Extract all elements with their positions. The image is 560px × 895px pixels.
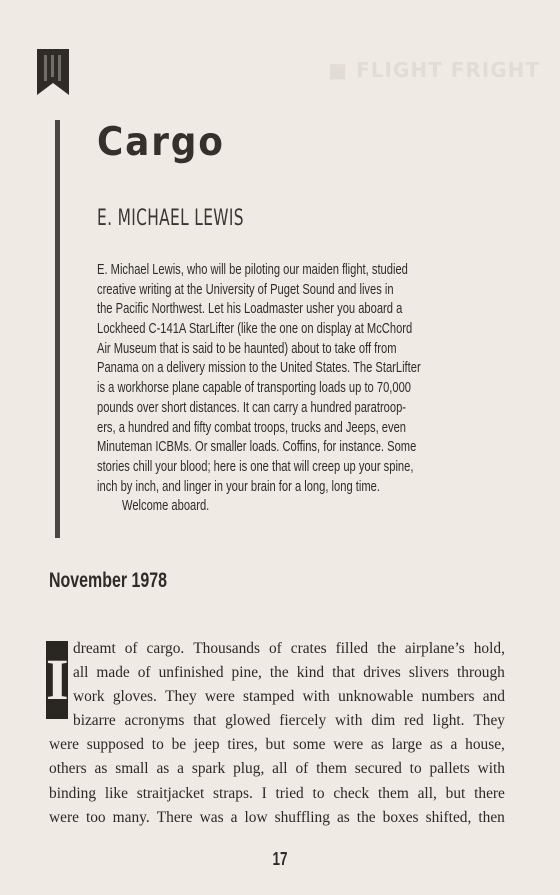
intro-line: ers, a hundred and fifty combat troops, trucks and Jeeps, even bbox=[97, 418, 407, 436]
body-word: there bbox=[474, 784, 505, 802]
body-word: with bbox=[335, 712, 363, 730]
intro-line: Minuteman ICBMs. Or smaller loads. Coffins, for instance. Some bbox=[97, 438, 417, 456]
body-word: check bbox=[333, 784, 370, 802]
body-word: as bbox=[370, 736, 384, 754]
body-word: made bbox=[96, 664, 130, 682]
body-word: glowed bbox=[225, 712, 271, 730]
body-word: some bbox=[292, 736, 326, 754]
body-word: large bbox=[391, 736, 423, 754]
body-line bbox=[49, 637, 505, 661]
body-line bbox=[49, 661, 505, 685]
body-word: a bbox=[230, 808, 238, 826]
body-word: and bbox=[482, 688, 505, 706]
body-word: boxes bbox=[382, 808, 419, 826]
body-word: dreamt bbox=[73, 640, 116, 657]
body-line bbox=[49, 685, 505, 709]
body-word: airplane’s bbox=[404, 640, 465, 657]
body-word: a bbox=[450, 736, 458, 754]
body-word: They bbox=[473, 712, 505, 730]
body-line bbox=[49, 782, 505, 806]
body-word: numbers bbox=[421, 688, 475, 706]
body-word: were bbox=[333, 736, 364, 754]
body-word: shuffling bbox=[274, 808, 330, 826]
body-word: then bbox=[478, 808, 505, 826]
body-word: the bbox=[269, 664, 289, 682]
intro-line: Lockheed C-141A StarLifter (like the one on display at McChord bbox=[97, 320, 413, 338]
body-word: pallets bbox=[429, 760, 470, 778]
body-word: jeep bbox=[193, 736, 220, 754]
body-word: of bbox=[137, 664, 151, 682]
intro-line: is a workhorse plane capable of transporting loads up to 70,000 bbox=[97, 379, 412, 397]
section-heading: November 1978 bbox=[49, 569, 168, 592]
body-word: hold, bbox=[473, 640, 505, 657]
story-author: E. MICHAEL LEWIS bbox=[97, 206, 244, 231]
body-word: slivers bbox=[408, 664, 449, 682]
body-word: shifted, bbox=[425, 808, 472, 826]
body-word: were bbox=[49, 808, 79, 826]
body-word: low bbox=[244, 808, 268, 826]
body-word: stamped bbox=[243, 688, 295, 706]
story-title: Cargo bbox=[97, 120, 225, 165]
body-word: was bbox=[199, 808, 224, 826]
body-word: the bbox=[356, 808, 376, 826]
body-word: with bbox=[477, 760, 505, 778]
body-word: of bbox=[268, 640, 282, 657]
intro-line: creative writing at the University of Puget Sound and lives in bbox=[97, 280, 394, 298]
body-line bbox=[49, 806, 505, 830]
body-word: with bbox=[302, 688, 330, 706]
body-word: tried bbox=[275, 784, 304, 802]
body-word: binding bbox=[49, 784, 97, 802]
body-word: crates bbox=[290, 640, 327, 657]
body-word: They bbox=[165, 688, 197, 706]
body-word: but bbox=[265, 736, 286, 754]
body-word: all, bbox=[417, 784, 437, 802]
page-number: 17 bbox=[272, 849, 288, 869]
intro-line: pounds over short distances. It can carry a hundred paratroop- bbox=[97, 398, 407, 416]
body-line bbox=[49, 757, 505, 781]
body-word: many. bbox=[112, 808, 150, 826]
intro-line: Air Museum that is said to be haunted) about to take off from bbox=[97, 339, 397, 357]
body-word: all bbox=[272, 760, 288, 778]
body-word: pine, bbox=[231, 664, 262, 682]
body-word: a bbox=[177, 760, 184, 778]
body-word: through bbox=[457, 664, 505, 682]
story-body bbox=[49, 637, 505, 830]
body-word: tires, bbox=[227, 736, 258, 754]
body-word: as bbox=[429, 736, 443, 754]
body-word: dim bbox=[371, 712, 396, 730]
body-word: were bbox=[49, 736, 79, 754]
body-word: house, bbox=[465, 736, 505, 754]
body-word: them bbox=[378, 784, 409, 802]
body-word: like bbox=[104, 784, 128, 802]
body-word: the bbox=[377, 640, 396, 657]
body-word: work bbox=[73, 688, 105, 706]
body-word: secured bbox=[354, 760, 402, 778]
body-word: to bbox=[312, 784, 325, 802]
body-line bbox=[49, 709, 505, 733]
body-word: as bbox=[156, 760, 170, 778]
intro-line: the Pacific Northwest. Let his Loadmaster usher you aboard a bbox=[97, 300, 403, 318]
body-word: fiercely bbox=[279, 712, 327, 730]
intro-accent-bar bbox=[55, 120, 60, 538]
body-word: drives bbox=[363, 664, 401, 682]
body-word: to bbox=[151, 736, 164, 754]
body-word: too bbox=[85, 808, 106, 826]
body-word: be bbox=[171, 736, 187, 754]
body-word: unknowable bbox=[338, 688, 414, 706]
body-line bbox=[49, 733, 505, 757]
body-word: small bbox=[115, 760, 149, 778]
show-through-header: ■ FLIGHT FRIGHT bbox=[328, 58, 540, 82]
body-word: straitjacket bbox=[136, 784, 205, 802]
body-word: but bbox=[445, 784, 466, 802]
drop-cap-letter: I bbox=[46, 647, 69, 712]
body-word: spark bbox=[191, 760, 226, 778]
body-word: all bbox=[73, 664, 89, 682]
body-word: kind bbox=[296, 664, 325, 682]
body-word: that bbox=[193, 712, 217, 730]
body-word: that bbox=[332, 664, 356, 682]
intro-line: inch by inch, and linger in your brain for a long, long time. bbox=[97, 477, 380, 495]
body-word: plug, bbox=[233, 760, 265, 778]
body-word: gloves. bbox=[112, 688, 157, 706]
body-word: light. bbox=[432, 712, 465, 730]
body-word: unfinished bbox=[158, 664, 224, 682]
body-word: cargo. bbox=[146, 640, 185, 657]
intro-paragraph bbox=[97, 260, 560, 516]
body-word: I bbox=[261, 784, 267, 802]
intro-line: E. Michael Lewis, who will be piloting our maiden flight, studied bbox=[97, 261, 408, 278]
body-word: supposed bbox=[86, 736, 144, 754]
body-word: others bbox=[49, 760, 87, 778]
body-word: Thousands bbox=[193, 640, 260, 657]
body-word: bizarre bbox=[73, 712, 116, 730]
body-word: of bbox=[124, 640, 138, 657]
body-word: acronyms bbox=[124, 712, 185, 730]
body-word: as bbox=[336, 808, 350, 826]
body-word: as bbox=[94, 760, 108, 778]
intro-line: Panama on a delivery mission to the United States. The StarLifter bbox=[97, 359, 421, 377]
body-word: There bbox=[156, 808, 193, 826]
bookmark-icon bbox=[37, 49, 69, 95]
body-word: to bbox=[409, 760, 422, 778]
body-word: of bbox=[295, 760, 309, 778]
intro-line: stories chill your blood; here is one that will creep up your spine, bbox=[97, 457, 414, 475]
intro-line: Welcome aboard. bbox=[121, 497, 210, 515]
body-word: them bbox=[316, 760, 347, 778]
body-word: red bbox=[403, 712, 424, 730]
body-word: straps. bbox=[213, 784, 253, 802]
body-word: were bbox=[204, 688, 235, 706]
body-word: filled bbox=[335, 640, 369, 657]
